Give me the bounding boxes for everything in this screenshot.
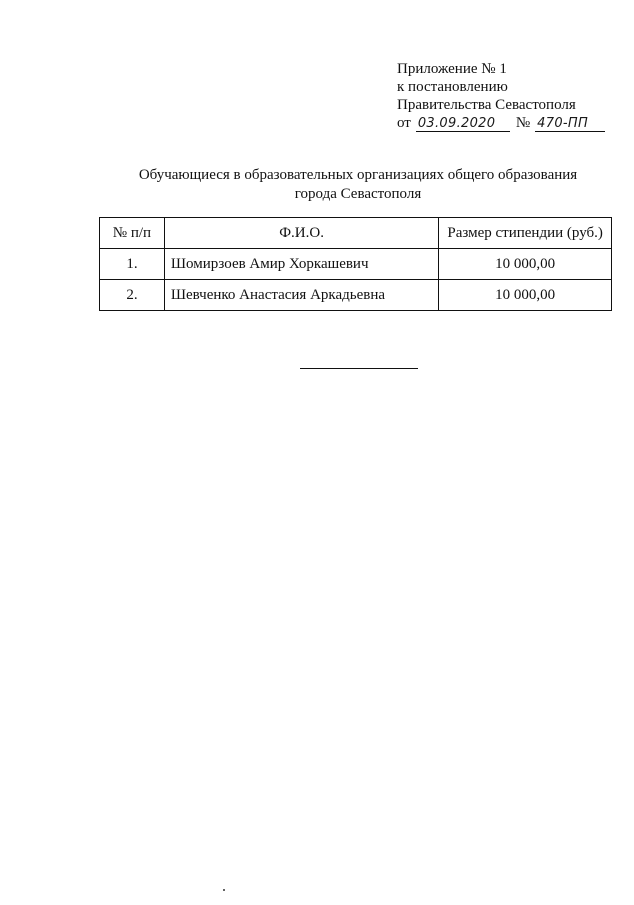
students-table bbox=[99, 217, 612, 311]
header-name: Ф.И.О. bbox=[164, 218, 438, 249]
appendix-authority: Правительства Севастополя bbox=[397, 97, 576, 113]
header-number: № п/п bbox=[100, 218, 165, 249]
appendix-date-number-line bbox=[397, 114, 617, 132]
appendix-ref: к постановлению bbox=[397, 79, 508, 95]
appendix-header bbox=[397, 60, 617, 132]
row-stipend: 10 000,00 bbox=[439, 280, 612, 311]
scan-speck bbox=[223, 889, 225, 891]
table-header-row bbox=[100, 218, 612, 249]
header-stipend: Размер стипендии (руб.) bbox=[439, 218, 612, 249]
from-label: от bbox=[397, 115, 411, 131]
row-number: 2. bbox=[100, 280, 165, 311]
resolution-number: 470-ПП bbox=[535, 117, 605, 132]
title-line-1: Обучающиеся в образовательных организациях общего образования bbox=[138, 167, 578, 183]
document-title bbox=[100, 166, 616, 204]
row-number: 1. bbox=[100, 249, 165, 280]
appendix-number: Приложение № 1 bbox=[397, 61, 507, 77]
row-name: Шомирзоев Амир Хоркашевич bbox=[164, 249, 438, 280]
row-name: Шевченко Анастасия Аркадьевна bbox=[164, 280, 438, 311]
resolution-date: 03.09.2020 bbox=[416, 117, 510, 132]
row-stipend: 10 000,00 bbox=[439, 249, 612, 280]
title-line-2: города Севастополя bbox=[294, 186, 422, 202]
number-label: № bbox=[515, 115, 531, 131]
end-divider bbox=[300, 368, 418, 369]
table-row bbox=[100, 280, 612, 311]
table-row bbox=[100, 249, 612, 280]
